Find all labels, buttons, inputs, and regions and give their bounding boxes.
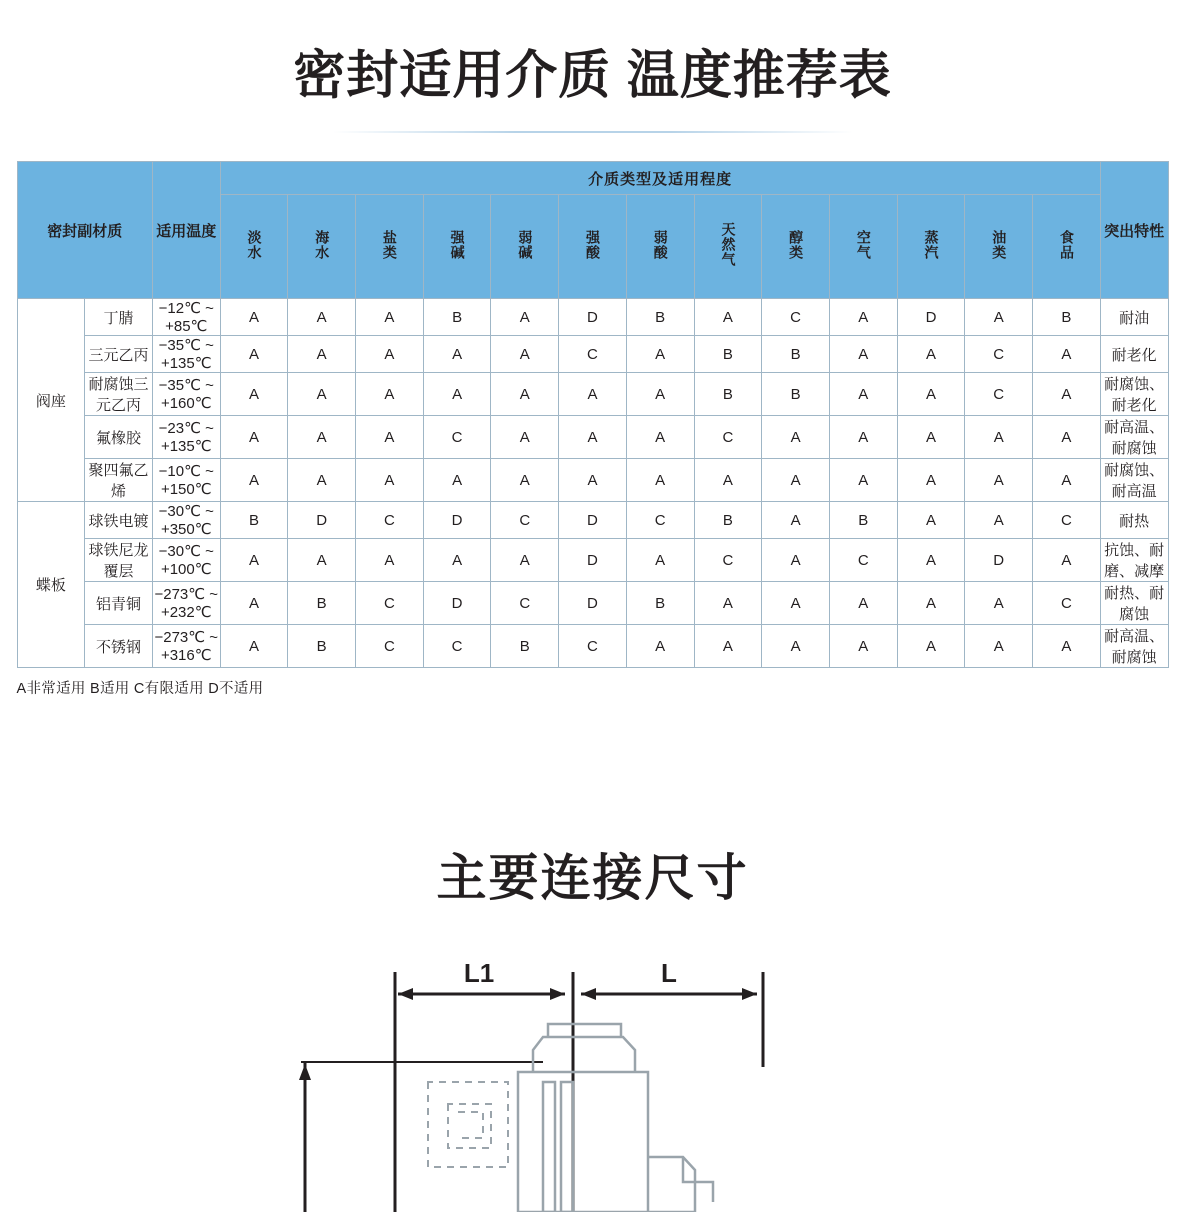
col-header-media-6: 弱酸 [626, 195, 694, 299]
grade-cell: B [829, 502, 897, 539]
grade-cell: A [1033, 373, 1101, 416]
grade-cell: A [897, 502, 965, 539]
grade-cell: C [694, 416, 762, 459]
table-row [17, 625, 1168, 668]
grade-cell: A [288, 416, 356, 459]
grade-cell: A [423, 539, 491, 582]
grade-cell: C [356, 582, 424, 625]
table-row [17, 502, 1168, 539]
category-cell-disc: 蝶板 [17, 502, 85, 668]
grade-cell: A [694, 582, 762, 625]
material-cell: 铝青铜 [85, 582, 153, 625]
temperature-cell: −12℃ ~ +85℃ [152, 299, 220, 336]
grade-cell: C [694, 539, 762, 582]
grade-cell: D [423, 582, 491, 625]
grade-cell: A [965, 582, 1033, 625]
grade-cell: C [356, 502, 424, 539]
table-head [17, 162, 1168, 299]
grade-cell: C [1033, 582, 1101, 625]
col-header-media-1: 海水 [288, 195, 356, 299]
grade-cell: B [491, 625, 559, 668]
grade-cell: C [762, 299, 830, 336]
page-title: 密封适用介质 温度推荐表 [293, 47, 892, 105]
grade-cell: C [965, 373, 1033, 416]
col-header-media-10: 蒸汽 [897, 195, 965, 299]
grade-cell: A [762, 416, 830, 459]
grade-cell: A [762, 625, 830, 668]
col-header-temperature: 适用温度 [152, 162, 220, 299]
grade-cell: C [829, 539, 897, 582]
temperature-cell: −23℃ ~ +135℃ [152, 416, 220, 459]
dim-label-L1: L1 [463, 958, 494, 989]
feature-cell: 抗蚀、耐磨、减摩 [1100, 539, 1168, 582]
grade-cell: A [220, 416, 288, 459]
grade-cell: A [965, 625, 1033, 668]
grade-cell: A [965, 299, 1033, 336]
grade-cell: A [220, 625, 288, 668]
grade-cell: B [626, 582, 694, 625]
grade-cell: A [559, 416, 627, 459]
col-header-feature: 突出特性 [1100, 162, 1168, 299]
grade-cell: A [965, 416, 1033, 459]
col-header-material: 密封副材质 [17, 162, 152, 299]
valve-dimension-svg [243, 952, 943, 1212]
table-row [17, 299, 1168, 336]
table-row [17, 539, 1168, 582]
grade-cell: C [559, 625, 627, 668]
grade-cell: C [423, 416, 491, 459]
category-cell-valve-seat: 阀座 [17, 299, 85, 502]
material-cell: 不锈钢 [85, 625, 153, 668]
grade-cell: A [829, 625, 897, 668]
grade-cell: A [491, 539, 559, 582]
grade-cell: A [1033, 625, 1101, 668]
grade-cell: C [491, 502, 559, 539]
grade-cell: A [356, 336, 424, 373]
grade-cell: D [897, 299, 965, 336]
grade-cell: B [1033, 299, 1101, 336]
grade-cell: A [829, 459, 897, 502]
grade-cell: A [356, 299, 424, 336]
col-header-media-12: 食品 [1033, 195, 1101, 299]
grade-cell: A [762, 539, 830, 582]
feature-cell: 耐高温、耐腐蚀 [1100, 416, 1168, 459]
grade-cell: A [220, 299, 288, 336]
dimension-lines [299, 972, 763, 1212]
grade-cell: A [626, 625, 694, 668]
grade-cell: A [965, 502, 1033, 539]
grade-cell: B [762, 373, 830, 416]
feature-cell: 耐老化 [1100, 336, 1168, 373]
grade-cell: A [491, 416, 559, 459]
temperature-cell: −30℃ ~ +350℃ [152, 502, 220, 539]
grade-cell: B [288, 582, 356, 625]
table-head-row-1 [17, 162, 1168, 195]
grade-cell: D [559, 502, 627, 539]
col-header-media-4: 弱碱 [491, 195, 559, 299]
grade-cell: A [626, 539, 694, 582]
valve-hidden-lines [428, 1082, 508, 1167]
grade-cell: A [626, 459, 694, 502]
grade-cell: A [288, 539, 356, 582]
grade-cell: A [694, 299, 762, 336]
grade-cell: A [423, 459, 491, 502]
col-header-media-11: 油类 [965, 195, 1033, 299]
grade-cell: C [356, 625, 424, 668]
grade-cell: A [220, 459, 288, 502]
grade-cell: D [423, 502, 491, 539]
grade-cell: D [288, 502, 356, 539]
grade-cell: A [559, 373, 627, 416]
dim-label-L: L [660, 958, 677, 989]
grade-cell: A [220, 373, 288, 416]
grade-cell: A [356, 416, 424, 459]
col-header-media-5: 强酸 [559, 195, 627, 299]
valve-body-outline [518, 1024, 713, 1212]
grade-cell: A [220, 539, 288, 582]
grade-cell: A [897, 539, 965, 582]
material-cell: 氟橡胶 [85, 416, 153, 459]
grade-cell: A [559, 459, 627, 502]
grade-cell: D [559, 299, 627, 336]
feature-cell: 耐高温、耐腐蚀 [1100, 625, 1168, 668]
material-cell: 三元乙丙 [85, 336, 153, 373]
grade-cell: C [491, 582, 559, 625]
grade-cell: B [694, 373, 762, 416]
grade-cell: A [897, 582, 965, 625]
feature-cell: 耐腐蚀、耐高温 [1100, 459, 1168, 502]
grade-cell: A [491, 459, 559, 502]
grade-cell: A [423, 336, 491, 373]
grade-cell: A [220, 336, 288, 373]
grade-cell: A [762, 459, 830, 502]
media-temperature-table [17, 161, 1169, 668]
dimension-drawing [243, 952, 943, 1212]
table-row [17, 416, 1168, 459]
grade-cell: A [356, 459, 424, 502]
grade-cell: B [762, 336, 830, 373]
grade-cell: A [288, 459, 356, 502]
grade-cell: A [423, 373, 491, 416]
grade-cell: A [1033, 336, 1101, 373]
grade-cell: A [829, 373, 897, 416]
material-cell: 耐腐蚀三元乙丙 [85, 373, 153, 416]
temperature-cell: −35℃ ~ +135℃ [152, 336, 220, 373]
material-cell: 聚四氟乙烯 [85, 459, 153, 502]
grade-cell: B [694, 336, 762, 373]
col-header-media-0: 淡水 [220, 195, 288, 299]
grade-cell: A [220, 582, 288, 625]
table-body [17, 299, 1168, 668]
grade-cell: A [491, 299, 559, 336]
grade-cell: A [1033, 416, 1101, 459]
grade-cell: D [559, 539, 627, 582]
grade-cell: A [1033, 539, 1101, 582]
material-cell: 丁腈 [85, 299, 153, 336]
table-row [17, 582, 1168, 625]
grade-cell: A [356, 539, 424, 582]
grade-cell: A [288, 299, 356, 336]
grade-cell: A [829, 299, 897, 336]
grade-cell: B [288, 625, 356, 668]
grade-cell: A [897, 459, 965, 502]
col-header-media-3: 强碱 [423, 195, 491, 299]
temperature-cell: −10℃ ~ +150℃ [152, 459, 220, 502]
grade-cell: A [491, 373, 559, 416]
grade-cell: B [423, 299, 491, 336]
table-row [17, 336, 1168, 373]
feature-cell: 耐油 [1100, 299, 1168, 336]
grade-cell: A [694, 459, 762, 502]
grade-cell: B [694, 502, 762, 539]
grade-cell: A [897, 625, 965, 668]
section-title-main-dimensions: 主要连接尺寸 [436, 850, 749, 907]
col-header-media-9: 空气 [829, 195, 897, 299]
col-header-media-8: 醇类 [762, 195, 830, 299]
temperature-cell: −273℃ ~ +232℃ [152, 582, 220, 625]
feature-cell: 耐热 [1100, 502, 1168, 539]
grade-cell: A [762, 502, 830, 539]
feature-cell: 耐热、耐腐蚀 [1100, 582, 1168, 625]
material-cell: 球铁尼龙覆层 [85, 539, 153, 582]
grade-cell: C [423, 625, 491, 668]
grade-cell: A [491, 336, 559, 373]
grade-cell: D [559, 582, 627, 625]
title-divider [333, 131, 853, 133]
grade-cell: C [965, 336, 1033, 373]
table-legend: A非常适用 B适用 C有限适用 D不适用 [16, 681, 264, 698]
material-cell: 球铁电镀 [85, 502, 153, 539]
grade-cell: A [1033, 459, 1101, 502]
grade-cell: A [897, 373, 965, 416]
temperature-cell: −273℃ ~ +316℃ [152, 625, 220, 668]
grade-cell: A [829, 336, 897, 373]
grade-cell: A [694, 625, 762, 668]
grade-cell: A [897, 416, 965, 459]
col-header-media-2: 盐类 [356, 195, 424, 299]
grade-cell: B [220, 502, 288, 539]
grade-cell: D [965, 539, 1033, 582]
grade-cell: A [897, 336, 965, 373]
feature-cell: 耐腐蚀、耐老化 [1100, 373, 1168, 416]
grade-cell: A [626, 373, 694, 416]
grade-cell: B [626, 299, 694, 336]
temperature-cell: −35℃ ~ +160℃ [152, 373, 220, 416]
grade-cell: A [288, 373, 356, 416]
grade-cell: A [626, 336, 694, 373]
col-header-media-group: 介质类型及适用程度 [220, 162, 1100, 195]
grade-cell: C [1033, 502, 1101, 539]
grade-cell: A [356, 373, 424, 416]
table-row [17, 459, 1168, 502]
grade-cell: A [762, 582, 830, 625]
col-header-media-7: 天然气 [694, 195, 762, 299]
grade-cell: A [965, 459, 1033, 502]
grade-cell: A [829, 416, 897, 459]
grade-cell: A [626, 416, 694, 459]
grade-cell: A [288, 336, 356, 373]
temperature-cell: −30℃ ~ +100℃ [152, 539, 220, 582]
table-row [17, 373, 1168, 416]
grade-cell: A [829, 582, 897, 625]
grade-cell: C [559, 336, 627, 373]
grade-cell: C [626, 502, 694, 539]
